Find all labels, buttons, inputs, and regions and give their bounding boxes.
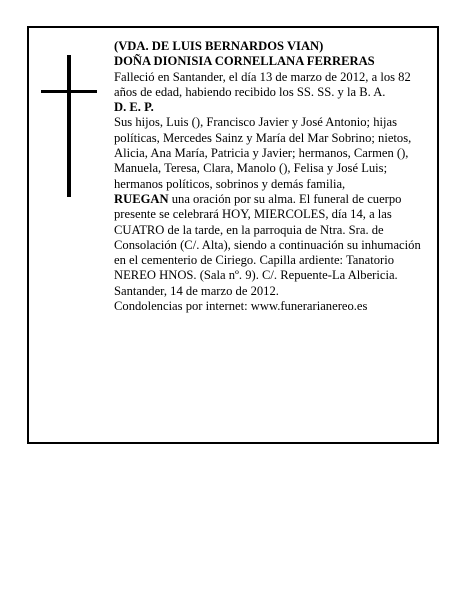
place-date: Santander, 14 de marzo de 2012. [114,283,279,298]
family-list: Sus hijos, Luis (), Francisco Javier y José Antonio; hijas políticas, Mercedes Sainz y María del Mar Sobrino; nietos, Alicia, Ana María, Patricia y Javier; hermanos, Carmen (), Manuela, Teresa, Clara, Manolo (), Felisa y José Luis; hermanos políticos, sobrinos y demás familia, [114,115,412,191]
death-announcement: Falleció en Santander, el día 13 de marzo de 2012, a los 82 años de edad, habiendo recibido los SS. SS. y la B. A. [114,69,411,99]
notice-text [114,39,432,314]
obituary-notice [27,26,439,444]
widow-of-line: (VDA. DE LUIS BERNARDOS VIAN) [114,39,324,53]
condolences-line: Condolencias por internet: www.funerarianereo.es [114,299,368,314]
request-keyword: RUEGAN [114,191,169,206]
cross-horizontal-bar [41,90,97,93]
funeral-request [114,192,432,284]
funeral-details: una oración por su alma. El funeral de cuerpo presente se celebrará HOY, MIERCOLES, día 14, a las CUATRO de la tarde, en la parroquia de Ntra. Sra. de Consolación (C/. Alta), siendo a continuación su inhumación en el cementerio de Ciriego. Capilla ardiente: Tanatorio NEREO HNOS. (Sala nº. 9). C/. Repuente-La Albericia. [114,191,421,283]
deceased-name: DOÑA DIONISIA CORNELLANA FERRERAS [114,54,375,69]
rip-line: D. E. P. [114,100,154,115]
cross-vertical-bar [67,55,71,197]
